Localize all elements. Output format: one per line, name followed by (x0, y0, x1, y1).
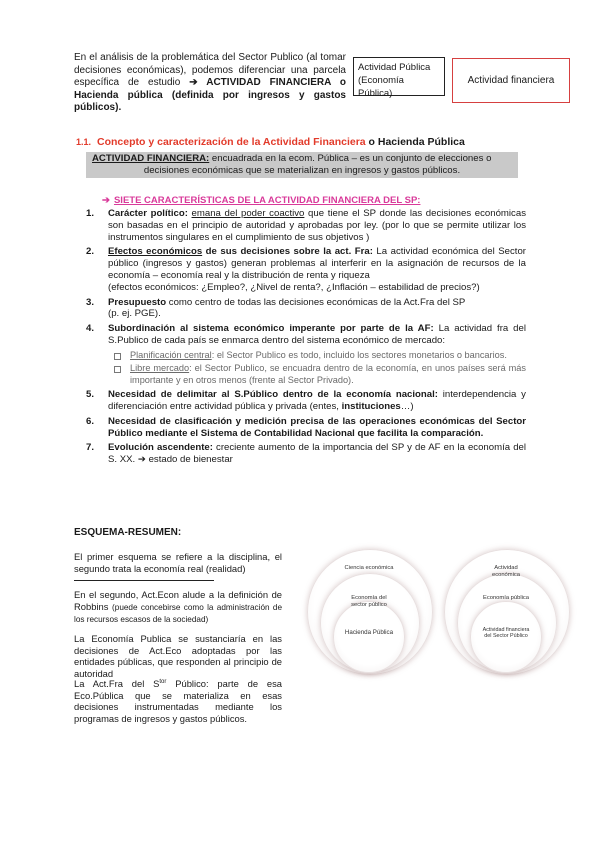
intro-paragraph (74, 52, 346, 115)
definition-block (86, 152, 518, 178)
box-left-line2: (Economía Pública) (358, 75, 404, 99)
item-number: 1. (86, 208, 95, 219)
sub-item (108, 350, 526, 362)
esquema-p4-text-2: Público: parte de esa Eco.Pública que se materializa en esas decisiones instrumentadas mediante los programas de ingresos y gastos públicos. (74, 678, 282, 724)
esquema-title: ESQUEMA-RESUMEN: (74, 527, 182, 538)
square-bullet-icon (114, 366, 121, 373)
definition-line1: encuadrada en la ecom. Pública – es un conjunto de elecciones o (209, 153, 492, 164)
square-bullet-icon (114, 353, 121, 360)
diagram2-middle-label: Economía pública (482, 595, 530, 601)
item-text-2: (p. ej. PGE). (108, 308, 161, 320)
item-bold: Necesidad de delimitar al S.Público dentro de la economía nacional: (108, 389, 438, 401)
item-text: La actividad económica del Sector público (ingresos y gastos) generan problemas al interferir en la asignación de recursos de la economía – economía real y la distribución de renta y riqueza (108, 246, 526, 281)
item-bold-2: instituciones (341, 401, 401, 413)
diagram2-outer-label: Actividad económica (491, 565, 521, 578)
esquema-p2-text: En el segundo, Act.Econ alude a la definición de Robbins (74, 589, 282, 612)
actividad-publica-box (353, 57, 445, 99)
list-item (86, 208, 526, 243)
item-bold: Presupuesto (108, 296, 167, 308)
definition-label: ACTIVIDAD FINANCIERA: (92, 153, 210, 164)
arrow-icon: ➔ (189, 77, 198, 89)
diagram-realidad (444, 549, 570, 675)
item-number: 7. (86, 442, 95, 454)
section-number: 1.1. (76, 137, 92, 147)
esquema-p4-sup: tor (159, 679, 167, 685)
intro-text-b: ACTIVIDAD FINANCIERA o Hacienda pública (definida por ingresos y gastos públicos). (74, 77, 346, 114)
esquema-p2-note: (puede concebirse como la administración de los recursos escasos de la sociedad) (74, 602, 282, 625)
box-right-label: Actividad financiera (467, 75, 555, 86)
item-text-2: estado de bienestar (145, 454, 233, 466)
item-bold: Subordinación al sistema económico imperante por parte de la AF: (108, 323, 434, 335)
item-number: 4. (86, 323, 95, 335)
siete-title: SIETE CARACTERÍSTICAS DE LA ACTIVIDAD FINANCIERA DEL SP: (113, 195, 421, 206)
diagram-disciplina (307, 549, 433, 675)
esquema-p1: El primer esquema se refiere a la disciplina, el segundo trata la economía real (realidad) (74, 551, 282, 574)
section-heading (76, 136, 465, 148)
item-bold: Evolución ascendente: (108, 442, 213, 454)
circle-inner (333, 601, 405, 673)
list-item (86, 442, 526, 466)
esquema-p3: La Economía Publica se sustanciaría en las decisiones de Act.Eco adoptadas por las entidades públicas, que responden al principio de autoridad (74, 633, 282, 679)
section-title-red: Concepto y caracterización de la Actividad Financiera (97, 136, 366, 148)
list-item (86, 246, 526, 293)
item-text-3: …) (400, 401, 414, 413)
item-text: creciente aumento de la importancia del SP y de AF en la economía del S. XX. (108, 442, 526, 466)
diagram1-inner-label: Hacienda Pública (344, 629, 394, 636)
diagram1-middle-label: Economía del sector público (351, 595, 387, 608)
divider (74, 580, 214, 581)
esquema-p4-text: La Act.Fra del S (74, 678, 160, 690)
item-number: 2. (86, 246, 95, 258)
sub-item-text: : el Sector Publico, se encuadra dentro de la economía, en unos países será más importante y en otros menos (frente al Sector Privado). (130, 363, 526, 385)
diagram1-outer-label: Ciencia económica (344, 565, 394, 571)
siete-heading (102, 195, 420, 206)
sub-item-text: : el Sector Publico es todo, incluido los sectores monetarios o bancarios. (211, 349, 507, 360)
arrow-icon: ➔ (137, 454, 146, 466)
diagram2-inner-label: Actividad financiera del Sector Público (482, 627, 530, 640)
item-text: interdependencia y diferenciación entre actividad pública y privada (entes, (108, 389, 526, 413)
item-number: 5. (86, 389, 95, 401)
item-text: La actividad fra del S.Publico de cada país se enmarca dentro del sistema económico de mercado: (108, 323, 526, 346)
item-bold: de sus decisiones sobre la act. Fra: (202, 246, 373, 258)
esquema-p2 (74, 589, 282, 626)
characteristics-list (86, 208, 526, 469)
item-bold-underline: Efectos económicos (108, 246, 203, 258)
sub-item-term: Libre mercado (130, 363, 190, 374)
item-text: que tiene el SP donde las decisiones económicas son basadas en el principio de autoridad y aprobadas por ley. (por lo que se permite utilizar los instrumentos singulares en el cumplimiento de sus objetivos ) (108, 208, 526, 243)
list-item (86, 323, 526, 386)
list-item (86, 389, 526, 413)
item-bold: Necesidad de clasificación y medición precisa de las operaciones económicas del Sector Público mediante el Sistema de Contabilidad Nacional que facilita la comparación. (108, 415, 526, 439)
item-number: 6. (86, 415, 95, 427)
actividad-financiera-box (452, 58, 570, 103)
item-underline: emana del poder coactivo (191, 208, 305, 219)
definition-line2: decisiones económicas que se materializan en ingresos y gastos públicos. (143, 164, 461, 176)
sub-item (108, 363, 526, 386)
box-left-line1: Actividad Pública (358, 62, 431, 73)
sub-item-term: Planificación central (130, 349, 212, 360)
item-text: como centro de todas las decisiones económicas de la Act.Fra del SP (166, 296, 466, 308)
item-text-2: (efectos económicos: ¿Empleo?, ¿Nivel de renta?, ¿Inflación – estabilidad de precios?) (108, 281, 480, 293)
intro-text-a: En el análisis de la problemática del Sector Publico (al tomar decisiones económicas), podemos diferenciar una parcela específica de estudio (74, 52, 346, 89)
item-bold: Carácter político: (108, 208, 188, 219)
esquema-p4 (74, 677, 282, 725)
list-item (86, 416, 526, 440)
system-sublist (108, 350, 526, 387)
section-title-black: o Hacienda Pública (365, 136, 465, 148)
item-number: 3. (86, 296, 95, 308)
list-item (86, 297, 526, 321)
arrow-icon: ➔ (102, 195, 110, 206)
